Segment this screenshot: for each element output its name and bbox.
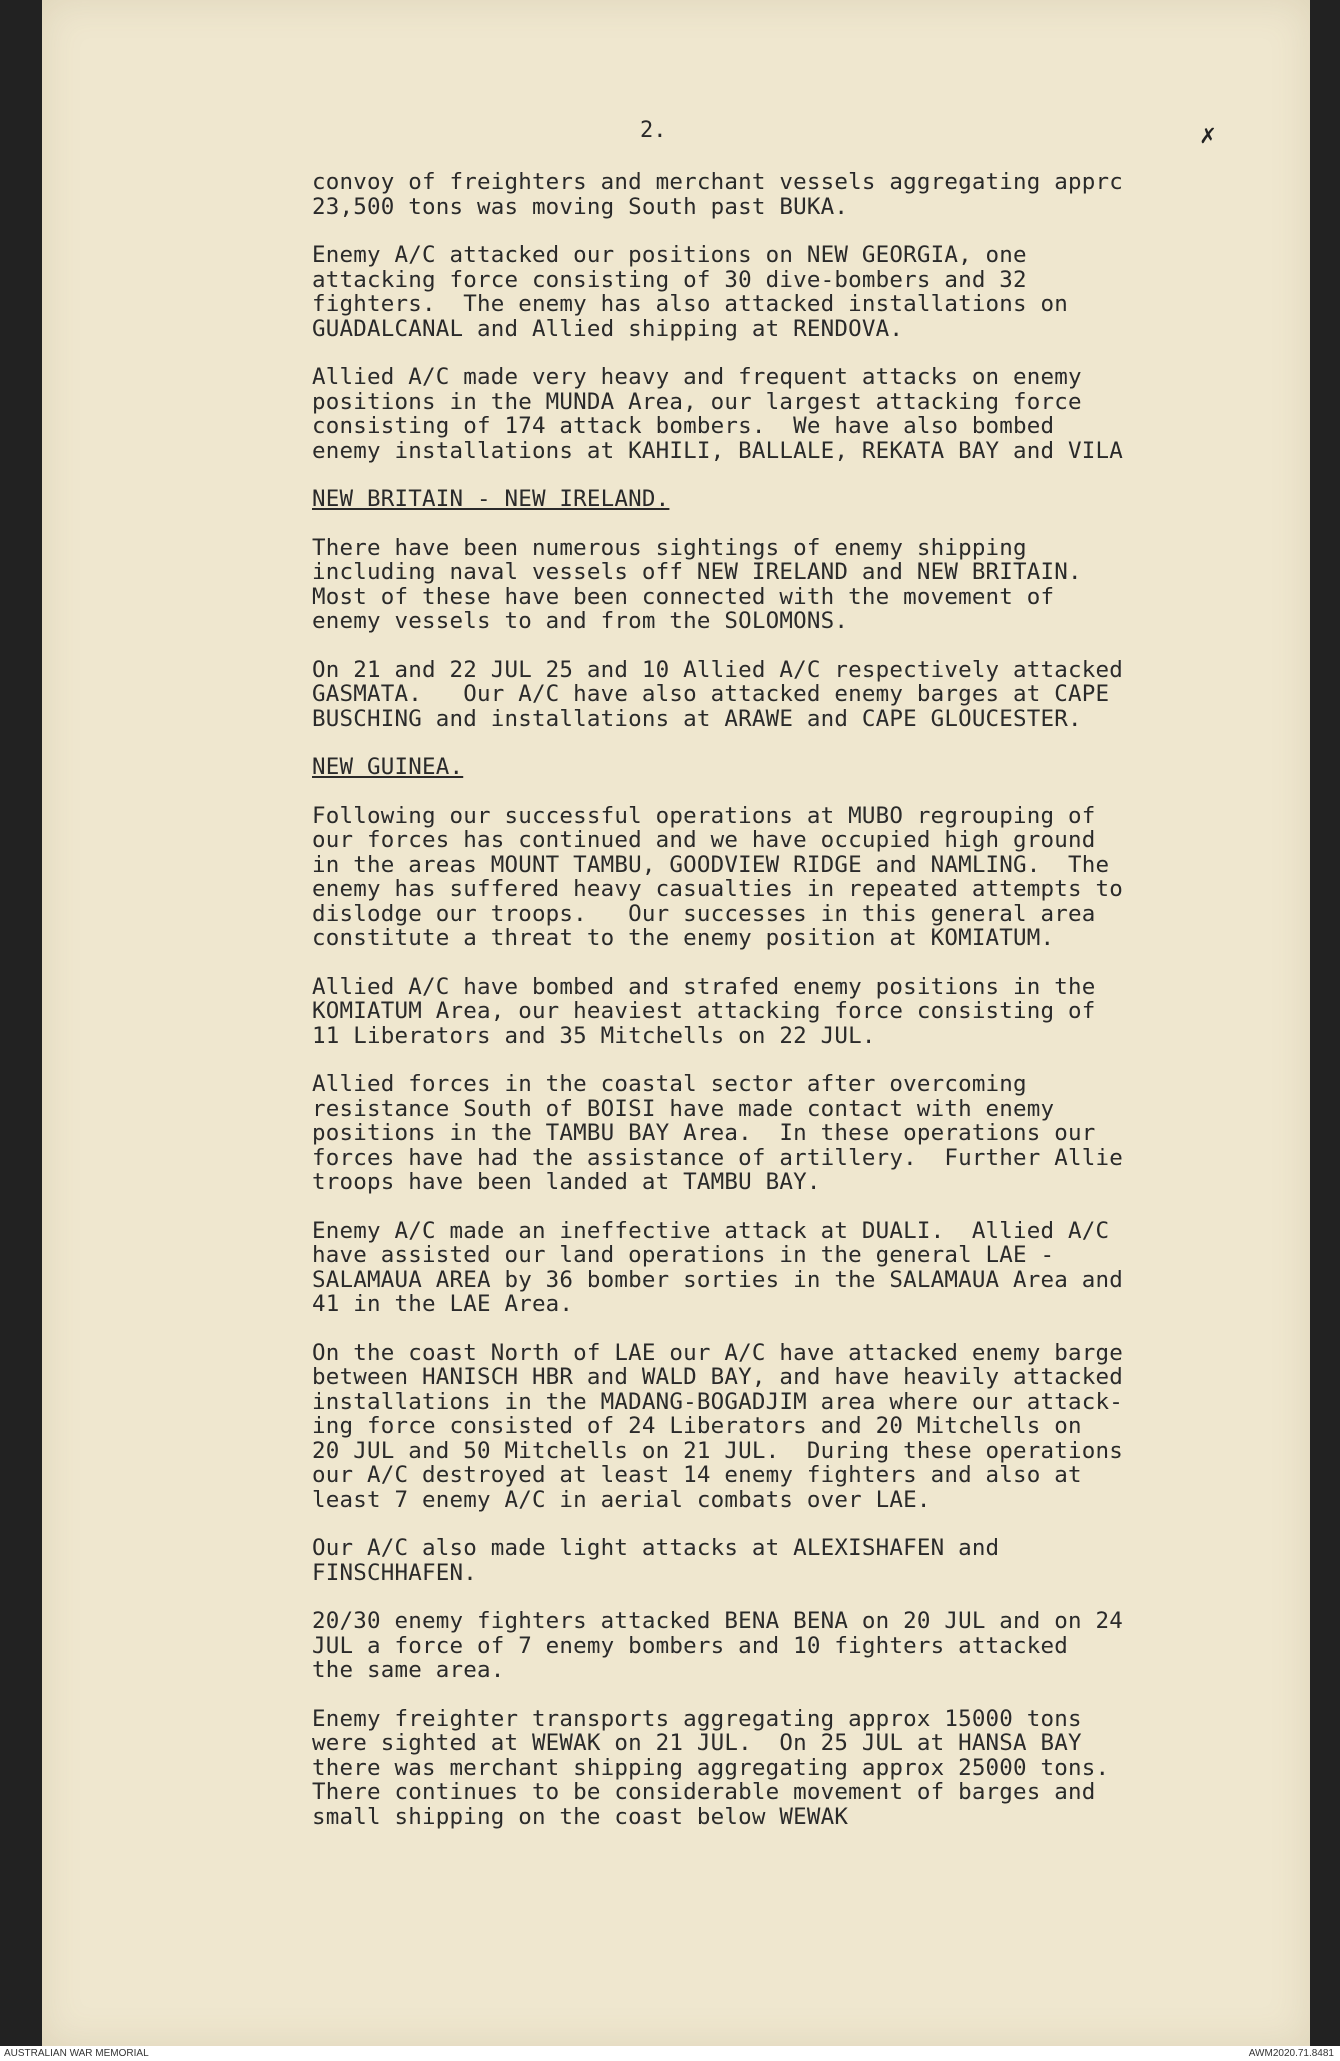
text-line: including naval vessels off NEW IRELAND and NEW BRITAIN. [312,559,1082,585]
paragraph [312,1609,1212,1683]
text-line: GUADALCANAL and Allied shipping at RENDOVA. [312,315,904,342]
text-line: NEW GUINEA. [312,754,464,780]
text-line: our forces has continued and we have occupied high ground [312,827,1096,853]
text-line: ing force consisted of 24 Liberators and 20 Mitchells on [312,1413,1082,1439]
text-line: enemy has suffered heavy casualties in repeated attempts to [312,876,1124,902]
text-line: Enemy A/C attacked our positions on NEW GEORGIA, one [312,242,1027,268]
paragraph [312,1536,1212,1585]
paragraph [312,804,1212,951]
paragraph [312,365,1212,463]
section-heading [312,755,1212,780]
text-line: Following our successful operations at MUBO regrouping of [312,802,1096,829]
text-line: 11 Liberators and 35 Mitchells on 22 JUL. [312,1022,876,1049]
text-line: enemy vessels to and from the SOLOMONS. [312,608,849,634]
text-line: NEW BRITAIN - NEW IRELAND. [312,486,670,512]
text-line: least 7 enemy A/C in aerial combats over LAE. [312,1486,931,1513]
text-line: resistance South of BOISI have made contact with enemy [312,1095,1055,1122]
text-line: dislodge our troops. Our successes in this general area [312,900,1096,927]
text-line: GASMATA. Our A/C have also attacked enemy barges at CAPE [312,681,1110,707]
text-line: were sighted at WEWAK on 21 JUL. On 25 JUL at HANSA BAY [312,1730,1082,1756]
text-line: Allied A/C have bombed and strafed enemy positions in the [312,973,1096,1000]
text-line: JUL a force of 7 enemy bombers and 10 fighters attacked [312,1632,1069,1659]
text-line: fighters. The enemy has also attacked installations on [312,291,1069,317]
text-line: troops have been landed at TAMBU BAY. [312,1169,821,1195]
text-line: 41 in the LAE Area. [312,1291,574,1317]
text-line: There have been numerous sightings of enemy shipping [312,534,1027,561]
text-line: 20 JUL and 50 Mitchells on 21 JUL. During these operations [312,1437,1124,1464]
paragraph [312,975,1212,1049]
text-line: the same area. [312,1657,505,1683]
text-line: FINSCHHAFEN. [312,1559,477,1586]
paragraph [312,1707,1212,1830]
text-line: Most of these have been connected with the movement of [312,583,1055,610]
page-number: 2. [640,118,667,143]
paragraph [312,1072,1212,1195]
text-line: KOMIATUM Area, our heaviest attacking force consisting of [312,998,1096,1024]
footer-accession-number: AWM2020.71.8481 [1248,2048,1334,2059]
text-line: 20/30 enemy fighters attacked BENA BENA on 20 JUL and on 24 [312,1608,1124,1634]
text-line: There continues to be considerable movement of barges and [312,1779,1096,1805]
text-line: between HANISCH HBR and WALD BAY, and have heavily attacked [312,1364,1124,1390]
text-line: Allied forces in the coastal sector after overcoming [312,1071,1027,1097]
paragraph [312,1219,1212,1317]
text-line: small shipping on the coast below WEWAK [312,1803,849,1830]
paragraph [312,243,1212,341]
text-line: our A/C destroyed at least 14 enemy fighters and also at [312,1462,1082,1488]
text-line: Enemy freighter transports aggregating approx 15000 tons [312,1705,1082,1732]
paragraph [312,658,1212,732]
text-line: positions in the MUNDA Area, our largest attacking force [312,388,1082,415]
text-line: enemy installations at KAHILI, BALLALE, REKATA BAY and VILA [312,437,1124,464]
text-line: consisting of 174 attack bombers. We have also bombed [312,413,1055,439]
footer [0,2046,1340,2061]
text-line: forces have had the assistance of artillery. Further Allie [312,1144,1124,1171]
text-line: Enemy A/C made an ineffective attack at DUALI. Allied A/C [312,1217,1110,1244]
paragraph [312,170,1212,219]
footer-institution: AUSTRALIAN WAR MEMORIAL [4,2048,149,2059]
text-line: attacking force consisting of 30 dive-bombers and 32 [312,266,1027,293]
handwritten-mark: ✗ [1200,120,1216,150]
paragraph [312,1341,1212,1513]
paragraph [312,536,1212,634]
text-line: have assisted our land operations in the general LAE - [312,1242,1055,1268]
text-line: Our A/C also made light attacks at ALEXISHAFEN and [312,1535,1000,1561]
text-line: SALAMAUA AREA by 36 bomber sorties in the SALAMAUA Area and [312,1266,1124,1293]
text-line: On 21 and 22 JUL 25 and 10 Allied A/C respectively attacked [312,656,1124,683]
text-line: On the coast North of LAE our A/C have attacked enemy barge [312,1339,1124,1366]
text-line: installations in the MADANG-BOGADJIM area where our attack- [312,1388,1124,1415]
text-line: there was merchant shipping aggregating approx 25000 tons. [312,1754,1110,1781]
text-line: convoy of freighters and merchant vessels aggregating apprc [312,169,1124,195]
text-line: Allied A/C made very heavy and frequent attacks on enemy [312,364,1082,390]
text-line: in the areas MOUNT TAMBU, GOODVIEW RIDGE and NAMLING. The [312,851,1110,878]
document-body [312,170,1212,1853]
text-line: BUSCHING and installations at ARAWE and CAPE GLOUCESTER. [312,705,1082,732]
section-heading [312,487,1212,512]
text-line: constitute a threat to the enemy position at KOMIATUM. [312,925,1055,951]
text-line: 23,500 tons was moving South past BUKA. [312,193,849,220]
text-line: positions in the TAMBU BAY Area. In these operations our [312,1120,1096,1146]
